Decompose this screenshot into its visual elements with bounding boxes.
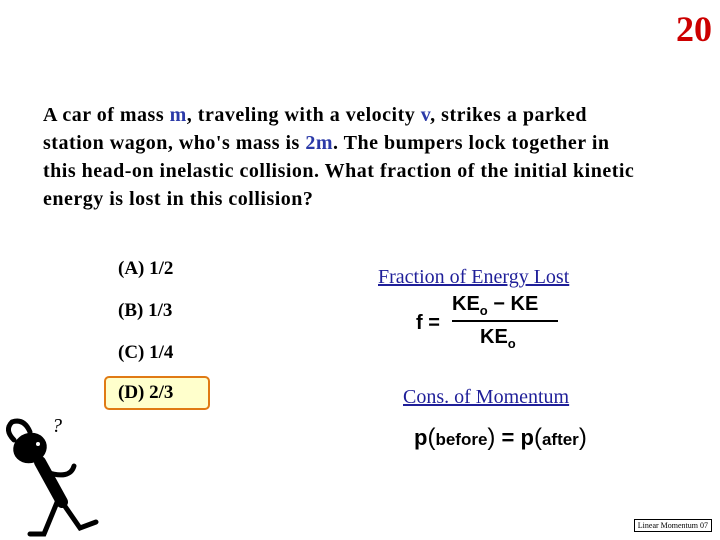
mass-variable: m [169, 104, 187, 126]
question-mark: ? [52, 415, 62, 437]
energy-formula-numerator: $KE_o$ − KE [452, 293, 539, 318]
momentum-link[interactable]: Cons. of Momentum [403, 386, 570, 408]
wagon-mass-variable: 2m [305, 132, 333, 154]
energy-lost-link[interactable]: Fraction of Energy Lost [378, 266, 570, 288]
choice-c[interactable]: (C) 1/4 [118, 342, 174, 363]
question-text: A car of mass m, traveling with a velocity v, strikes a parked station wagon, who's mass is 2m. The bumpers lock together in this head-on inelastic collision. What fraction of the initial kinetic energy is lost in this collision? [43, 104, 635, 210]
choice-d-selected[interactable]: (D) 2/3 [104, 376, 210, 410]
velocity-variable: v [420, 104, 431, 126]
energy-formula-denominator: $KE_o$ [480, 326, 516, 351]
energy-formula-lhs: f = [416, 312, 440, 334]
momentum-p-after: p [520, 425, 534, 450]
slide-number: 20 [676, 9, 712, 49]
choice-a[interactable]: (A) 1/2 [118, 258, 174, 279]
confused-stick-figure-illustration [0, 410, 130, 540]
footer-label: Linear Momentum 07 [634, 519, 712, 532]
fraction-bar [452, 320, 558, 322]
momentum-formula: p(before) = p(after) [414, 424, 587, 451]
choice-b[interactable]: (B) 1/3 [118, 300, 173, 321]
